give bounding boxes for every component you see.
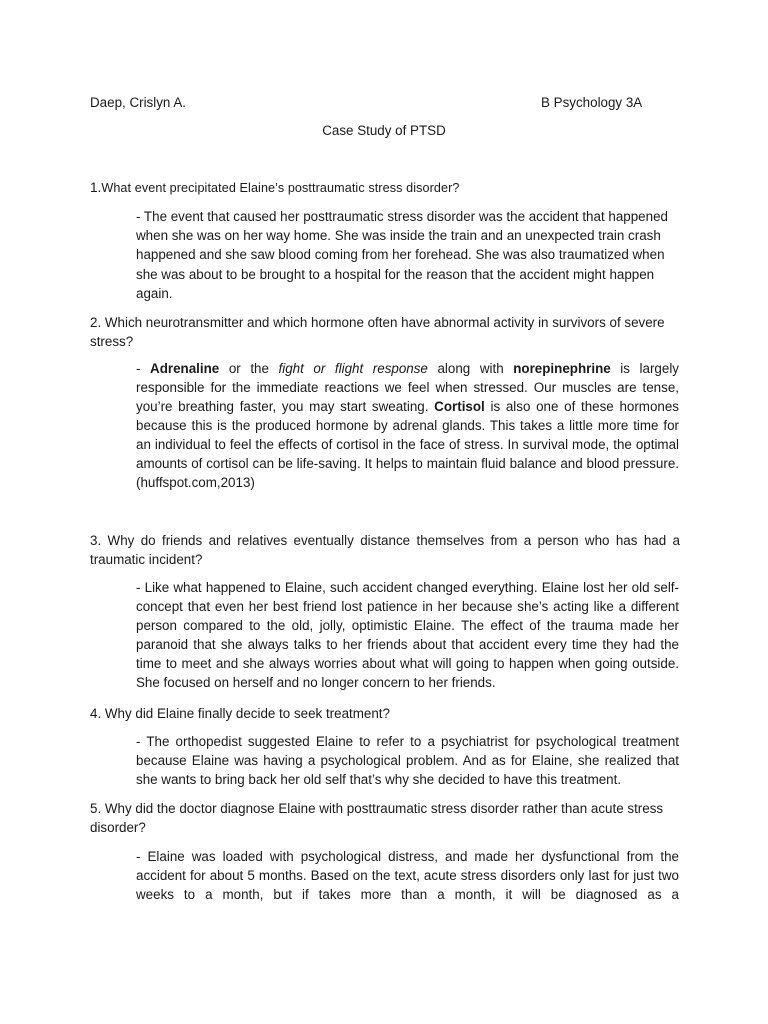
answer-1: - The event that caused her posttraumatic stress disorder was the accident that happened when she was on her way home. She was inside the train and an unexpected train crash happened and she saw blood coming from her forehead. She was also traumatized when she was about to be brought to a hospital for the reason that the accident might happen again. [136,209,668,301]
question-2: 2. Which neurotransmitter and which hormone often have abnormal activity in survivors of severe stress? [90,315,665,349]
answer-3: - Like what happened to Elaine, such accident changed everything. Elaine lost her old self-concept that even her best friend lost patience in her because she’s acting like a different person compared to the old, jolly, optimistic Elaine. The effect of the trauma made her paranoid that she always talks to her friends about that accident every time they had the time to meet and she always worries about what will going to happen when going outside. She focused on herself and no longer concern to her friends. [136,580,679,690]
term-norepinephrine: norepinephrine [513,361,611,376]
answer-5: - Elaine was loaded with psychological distress, and made her dysfunctional from the accident for about 5 months. Based on the text, acute stress disorders only last for just two weeks to a month, but if takes more than a month, it will be diagnosed as a [136,849,679,902]
question-1-text: What event precipitated Elaine’s posttraumatic stress disorder? [101,181,460,195]
answer-2-along: along with [427,361,514,376]
question-3: 3. Why do friends and relatives eventually distance themselves from a person who has had a traumatic incident? [90,533,680,567]
question-1-number: 1. [90,180,102,195]
question-4: 4. Why did Elaine finally decide to seek treatment? [90,706,390,721]
author-name: Daep, Crislyn A. [90,95,187,110]
answer-2 [136,359,679,492]
document-title: Case Study of PTSD [322,123,446,138]
term-fight-or-flight: fight or flight response [278,361,428,376]
course-section: B Psychology 3A [541,95,643,110]
answer-2-body-2: is also one of these hormones because this is the produced hormone by adrenal glands. This takes a little more time for an individual to feel the effects of cortisol in the face of stress. In survival mode, the optimal amounts of cortisol can be life-saving. It helps to maintain fluid balance and blood pressure. (huffspot.com,2013) [136,399,679,490]
question-1 [90,178,680,198]
term-adrenaline: Adrenaline [150,361,220,376]
answer-4: - The orthopedist suggested Elaine to refer to a psychiatrist for psychological treatment because Elaine was having a psychological problem. And as for Elaine, she realized that she wants to bring back her old self that’s why she decided to have this treatment. [136,734,679,787]
question-5: 5. Why did the doctor diagnose Elaine with posttraumatic stress disorder rather than acute stress disorder? [90,801,664,835]
answer-2-dash: - [136,361,151,376]
answer-2-body-1: is largely responsible for the immediate reactions we feel when stressed. Our muscles are tense, you’re breathing faster, you may start sweating. [136,361,679,414]
term-cortisol: Cortisol [434,399,485,414]
answer-2-or: or the [219,361,279,376]
